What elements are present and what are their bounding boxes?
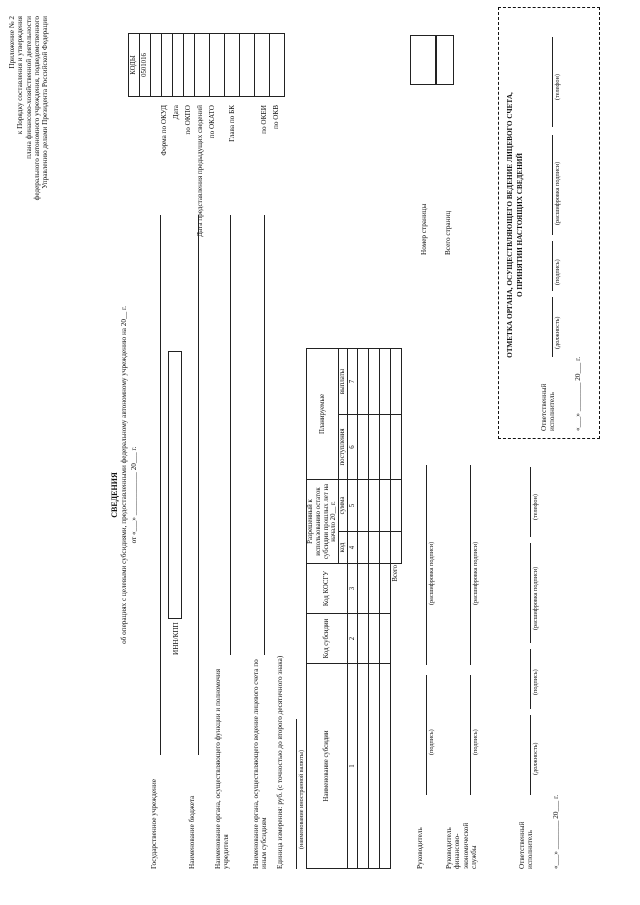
total-pages-label: Всего страниц: [444, 210, 452, 255]
table-cell[interactable]: [358, 414, 369, 479]
col-header-name: Наименование субсидии: [307, 664, 348, 869]
stamp-phone-line[interactable]: [552, 37, 553, 127]
stamp-executor-label: Ответственный исполнитель: [540, 383, 557, 431]
table-cell[interactable]: [358, 664, 369, 869]
head-sign-caption: (подпись): [428, 729, 435, 755]
code-cell[interactable]: [162, 34, 173, 97]
code-cell[interactable]: [225, 34, 240, 97]
currency-caption: (наименование иностранной валюты): [298, 749, 305, 849]
stamp-decode-line[interactable]: [552, 135, 553, 235]
table-cell[interactable]: [369, 664, 380, 869]
inn-label: ИНН/КПП: [172, 622, 180, 655]
stamp-sign-line[interactable]: [552, 241, 553, 291]
code-cell[interactable]: [210, 34, 225, 97]
code-cell[interactable]: [270, 34, 285, 97]
appendix-header: [8, 16, 49, 346]
table-cell[interactable]: [380, 348, 391, 414]
header-line: плана финансово-хозяйственной деятельности: [24, 16, 33, 159]
executor-date: «___» ________ 20___ г.: [552, 794, 560, 869]
total-row: [391, 348, 402, 868]
col-number: 6: [348, 414, 358, 479]
table-cell[interactable]: [358, 479, 369, 531]
page-number-label: Номер страницы: [420, 203, 428, 255]
total-label: Всего: [392, 565, 400, 582]
col-header-remain: Разрешенный к использованию остаток субсидии прошлых лет на начало 20__ г.: [307, 479, 339, 563]
total-cell[interactable]: [391, 532, 402, 564]
institution-label: Государственное учреждение: [150, 779, 158, 869]
col-header-remain-code: код: [339, 532, 348, 564]
col-number: 1: [348, 664, 358, 869]
table-cell[interactable]: [369, 564, 380, 614]
okud-label: Форма по ОКУД: [160, 105, 168, 156]
okpo-label: по ОКПО: [184, 105, 192, 135]
col-header-kosgu: Код КОСГУ: [307, 564, 348, 614]
code-cell[interactable]: [173, 34, 184, 97]
head-decode-line[interactable]: [426, 465, 427, 665]
table-cell[interactable]: [369, 532, 380, 564]
executor-decode-line[interactable]: [530, 543, 531, 643]
stamp-title: ОТМЕТКА ОРГАНА, ОСУЩЕСТВЛЯЮЩЕГО ВЕДЕНИЕ ЛИЦЕВОГО СЧЕТА,: [506, 92, 514, 358]
header-line: Управлению делами Президента Российской Федерации: [41, 16, 50, 189]
page-number-box[interactable]: [410, 35, 436, 85]
code-cell[interactable]: [151, 34, 162, 97]
table-cell[interactable]: [380, 532, 391, 564]
total-cell[interactable]: [391, 479, 402, 531]
executor-phone-caption: (телефон): [532, 494, 539, 520]
col-number: 3: [348, 564, 358, 614]
total-cell[interactable]: [391, 414, 402, 479]
col-number: 5: [348, 479, 358, 531]
total-cell[interactable]: [391, 348, 402, 414]
currency-line[interactable]: [296, 719, 297, 869]
table-cell[interactable]: [369, 479, 380, 531]
table-cell[interactable]: [358, 564, 369, 614]
codes-header: КОДЫ: [129, 34, 140, 97]
table-cell[interactable]: [380, 614, 391, 664]
date-label: Дата: [172, 105, 180, 120]
executor-phone-line[interactable]: [530, 467, 531, 537]
executor-label: Ответственный исполнитель: [518, 821, 535, 869]
fin-head-label: Руководитель финансово-экономической службы: [445, 822, 478, 869]
budget-line[interactable]: [198, 215, 199, 755]
col-header-in: поступления: [339, 414, 348, 479]
table-cell[interactable]: [369, 414, 380, 479]
prev-date-label: Дата представления предыдущих сведений: [196, 105, 204, 237]
founder-line[interactable]: [230, 215, 231, 655]
stamp-title-2: О ПРИНЯТИИ НАСТОЯЩИХ СВЕДЕНИЙ: [516, 153, 524, 298]
stamp-position-caption: (должность): [554, 316, 561, 349]
code-cell[interactable]: [195, 34, 210, 97]
table-cell[interactable]: [358, 532, 369, 564]
page-title: СВЕДЕНИЯ: [110, 472, 119, 518]
table-row: [380, 348, 391, 868]
table-row: [369, 348, 380, 868]
col-number: 7: [348, 348, 358, 414]
header-line: к Порядку составления и утверждения: [16, 16, 25, 135]
inn-field[interactable]: [168, 351, 182, 619]
table-cell[interactable]: [358, 348, 369, 414]
table-cell[interactable]: [380, 564, 391, 614]
table-cell[interactable]: [358, 614, 369, 664]
col-number: 4: [348, 532, 358, 564]
col-header-code: Код субсидии: [307, 614, 348, 664]
executor-position-line[interactable]: [530, 715, 531, 795]
budget-label: Наименование бюджета: [188, 795, 196, 869]
head-decode-caption: (расшифровка подписи): [428, 541, 435, 605]
stamp-date: «___» ________ 20___ г.: [574, 356, 582, 431]
executor-sign-line[interactable]: [530, 649, 531, 709]
head-sign-line[interactable]: [426, 675, 427, 795]
code-cell[interactable]: [184, 34, 195, 97]
executor-sign-caption: (подпись): [532, 669, 539, 695]
page-subtitle: об операциях с целевыми субсидиями, предоставленными федеральному автономному учреждению на 20__ г.: [120, 306, 128, 644]
table-cell[interactable]: [369, 614, 380, 664]
table-cell[interactable]: [369, 348, 380, 414]
okei-label: по ОКЕИ: [260, 105, 268, 134]
stamp-decode-caption: (расшифровка подписи): [554, 161, 561, 225]
fin-head-sign-line[interactable]: [470, 675, 471, 795]
header-line: Приложение № 2: [8, 16, 16, 69]
col-header-out: выплаты: [339, 348, 348, 414]
header-line: федерального автономного учреждения, подведомственного: [32, 16, 41, 201]
codes-table: [128, 33, 285, 97]
fin-head-decode-line[interactable]: [470, 465, 471, 665]
institution-line[interactable]: [160, 215, 161, 755]
total-pages-box[interactable]: [436, 35, 454, 85]
stamp-phone-caption: (телефон): [554, 74, 561, 100]
col-header-planned: Планируемые: [307, 348, 339, 479]
table-cell[interactable]: [380, 664, 391, 869]
code-cell[interactable]: [255, 34, 270, 97]
executor-position-caption: (должность): [532, 742, 539, 775]
okud-code: 0501016: [140, 34, 151, 97]
col-number: 2: [348, 614, 358, 664]
table-cell[interactable]: [380, 414, 391, 479]
stamp-sign-caption: (подпись): [554, 259, 561, 285]
account-org-line[interactable]: [264, 215, 265, 655]
executor-decode-caption: (расшифровка подписи): [532, 566, 539, 630]
bk-label: Глава по БК: [228, 105, 236, 142]
fin-head-sign-caption: (подпись): [472, 729, 479, 755]
head-label: Руководитель: [416, 827, 424, 869]
account-org-label: Наименование органа, осуществляющего ведение лицевого счета по иным субсидиям: [252, 659, 269, 869]
stamp-position-line[interactable]: [552, 297, 553, 357]
unit-label: Единица измерения: руб. (с точностью до второго десятичного знака): [276, 655, 284, 869]
fin-head-decode-caption: (расшифровка подписи): [472, 541, 479, 605]
code-cell[interactable]: [240, 34, 255, 97]
okv-label: по ОКВ: [272, 105, 280, 130]
table-row: [358, 348, 369, 868]
table-cell[interactable]: [380, 479, 391, 531]
col-header-remain-sum: сумма: [339, 479, 348, 531]
report-date: от «___» ____________ 20___ г.: [130, 446, 138, 544]
okato-label: по ОКАТО: [208, 105, 216, 139]
founder-label: Наименование органа, осуществляющего функции и полномочия учредителя: [214, 668, 231, 869]
subsidies-table: [306, 348, 402, 869]
